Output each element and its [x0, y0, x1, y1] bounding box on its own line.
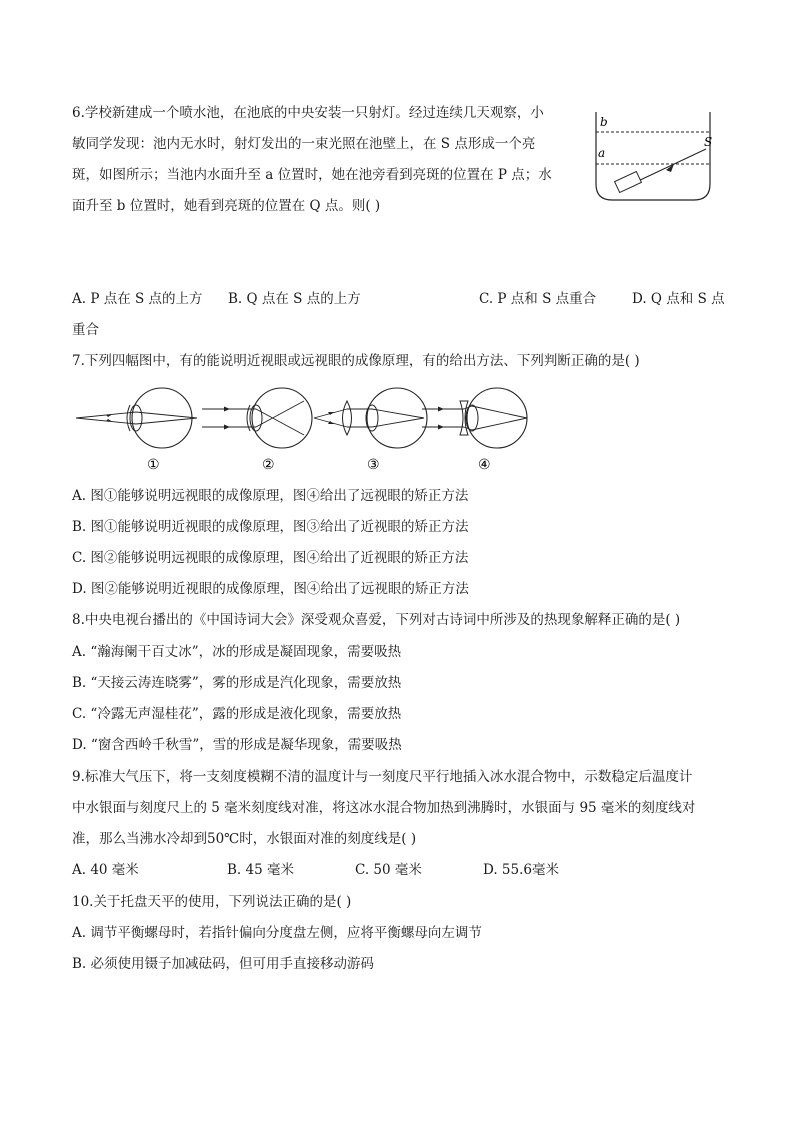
figure-label-4: ④: [478, 457, 491, 473]
q7-stem: 7.下列四幅图中，有的能说明近视眼或远视眼的成像原理，有的给出方法、下列判断正确的是( ): [72, 353, 640, 369]
q9-options: [72, 860, 722, 880]
q9-option-d[interactable]: D. 55.6毫米: [483, 862, 559, 878]
q9-option-a[interactable]: A. 40 毫米: [72, 862, 139, 878]
q6-stem-line-4: 面升至 b 位置时，她看到亮斑的位置在 Q 点。则( ): [72, 198, 381, 214]
q8-option-d[interactable]: D. “窗含西岭千秋雪”，雪的形成是凝华现象，需要吸热: [72, 737, 402, 753]
q8-option-b[interactable]: B. “天接云涛连晓雾”，雾的形成是汽化现象，需要放热: [72, 675, 402, 691]
figure-label-1: ①: [147, 457, 160, 473]
q9-stem-line-1: 9.标准大气压下，将一支刻度模糊不清的温度计与一刻度尺平行地插入冰水混合物中，示数稳定后温度计: [72, 769, 693, 785]
q7-option-b[interactable]: B. 图①能够说明近视眼的成像原理，图③给出了近视眼的矫正方法: [72, 519, 469, 535]
eye-diagram-3: [314, 388, 427, 448]
q9-option-c[interactable]: C. 50 毫米: [355, 862, 422, 878]
label-s: S: [704, 135, 713, 149]
q9-stem-line-2: 中水银面与刻度尺上的 5 毫米刻度线对准，将这冰水混合物加热到沸腾时，水银面与 95 毫米的刻度线对: [72, 800, 696, 816]
q6-option-b[interactable]: B. Q 点在 S 点的上方: [228, 291, 361, 307]
pool-figure: [588, 104, 723, 204]
q9-stem-line-3: 准，那么当沸水冷却到50℃时，水银面对准的刻度线是( ): [72, 831, 417, 847]
eye-diagrams: [72, 385, 532, 475]
eye-diagram-4: [422, 388, 527, 448]
q10-option-a[interactable]: A. 调节平衡螺母时，若指针偏向分度盘左侧，应将平衡螺母向左调节: [72, 925, 482, 941]
label-a: a: [598, 146, 606, 160]
eye-diagram-2: [202, 388, 312, 448]
q8-stem: 8.中央电视台播出的《中国诗词大会》深受观众喜爱，下列对古诗词中所涉及的热现象解释正确的是( ): [72, 612, 681, 628]
q6-stem-line-3: 斑，如图所示；当池内水面升至 a 位置时，她在池旁看到亮斑的位置在 P 点；水: [72, 167, 552, 183]
q6-option-a[interactable]: A. P 点在 S 点的上方: [72, 291, 203, 307]
label-b: b: [600, 115, 608, 129]
q6-options: [72, 289, 725, 309]
q6-stem-line-1: 6.学校新建成一个喷水池，在池底的中央安装一只射灯。经过连续几天观察，小: [72, 105, 544, 121]
q7-option-d[interactable]: D. 图②能够说明近视眼的成像原理，图④给出了远视眼的矫正方法: [72, 581, 469, 597]
q7-option-a[interactable]: A. 图①能够说明远视眼的成像原理，图④给出了远视眼的矫正方法: [72, 488, 469, 504]
q9-option-b[interactable]: B. 45 毫米: [227, 862, 294, 878]
q6-option-d[interactable]: D. Q 点和 S 点: [632, 291, 725, 307]
eye-diagram-1: [76, 388, 197, 448]
figure-label-2: ②: [262, 457, 275, 473]
q8-option-c[interactable]: C. “冷露无声湿桂花”，露的形成是液化现象，需要放热: [72, 706, 402, 722]
q10-option-b[interactable]: B. 必须使用镊子加减砝码，但可用手直接移动游码: [72, 956, 375, 972]
q6-option-d-wrap: 重合: [72, 322, 99, 338]
q6-option-c[interactable]: C. P 点和 S 点重合: [479, 291, 597, 307]
q6-stem-line-2: 敏同学发现：池内无水时，射灯发出的一束光照在池壁上，在 S 点形成一个亮: [72, 136, 536, 152]
figure-label-3: ③: [367, 457, 380, 473]
q8-option-a[interactable]: A. “瀚海阑干百丈冰”，冰的形成是凝固现象，需要吸热: [72, 644, 402, 660]
q7-option-c[interactable]: C. 图②能够说明远视眼的成像原理，图④给出了近视眼的矫正方法: [72, 550, 469, 566]
q10-stem: 10.关于托盘天平的使用，下列说法正确的是( ): [72, 894, 352, 910]
